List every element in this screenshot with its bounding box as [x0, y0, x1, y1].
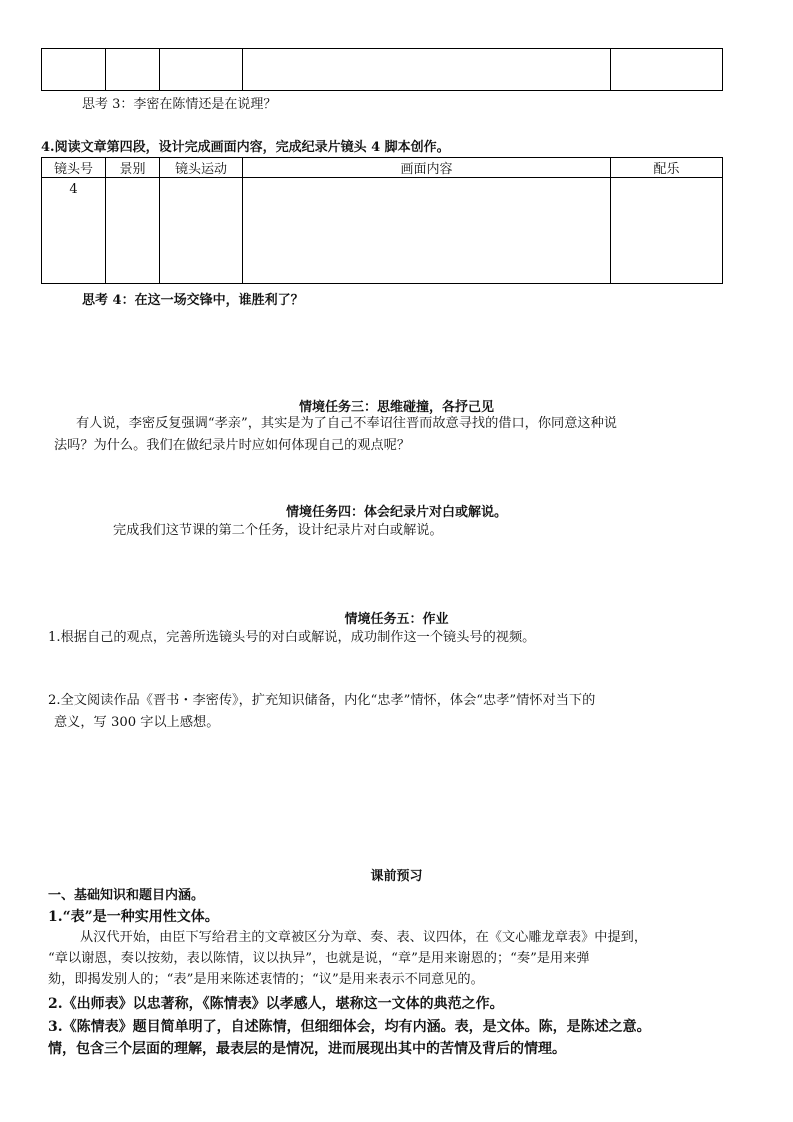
preview-point-2: 2.《出师表》以忠著称，《陈情表》以孝感人，堪称这一文体的典范之作。 [48, 996, 504, 1012]
think-4: 思考 4：在这一场交锋中，谁胜利了？ [82, 293, 304, 308]
task-5-item-1: 1.根据自己的观点，完善所选镜头号的对白或解说，成功制作这一个镜头号的视频。 [48, 630, 536, 645]
table-cell [160, 49, 243, 91]
table-cell [611, 178, 723, 284]
table-cell [106, 49, 160, 91]
task-5-item-2-line-2: 意义，写 300 字以上感想。 [54, 715, 220, 730]
task-3-title: 情境任务三：思维碰撞，各抒己见 [298, 400, 494, 415]
table-cell [42, 49, 106, 91]
preview-paragraph-line-3: 劾，即揭发别人的；“表”是用来陈述衷情的；“议”是用来表示不同意见的。 [48, 972, 484, 987]
task-3-line-2: 法吗？为什么。我们在做纪录片时应如何体现自己的观点呢？ [54, 438, 411, 453]
task-5-title: 情境任务五：作业 [344, 612, 449, 627]
table-header-row [42, 158, 723, 178]
question-4-heading: 4.阅读文章第四段，设计完成画面内容，完成纪录片镜头 4 脚本创作。 [41, 140, 450, 155]
preview-point-3-line-2: 情，包含三个层面的理解，最表层的是情况，进而展现出其中的苦情及背后的情理。 [48, 1041, 566, 1057]
shot-4-table [41, 157, 723, 284]
top-table-fragment [41, 48, 723, 91]
preview-paragraph-line-2: “章以谢恩，奏以按劾，表以陈情，议以执异”，也就是说，“章”是用来谢恩的；“奏”是用来弹 [48, 951, 590, 966]
table-row [42, 49, 723, 91]
header-camera-movement: 镜头运动 [160, 158, 243, 178]
task-4-line-1: 完成我们这节课的第二个任务，设计纪录片对白或解说。 [113, 523, 443, 538]
preview-section-1: 一、基础知识和题目内涵。 [48, 888, 205, 903]
think-3: 思考 3：李密在陈情还是在说理？ [82, 97, 277, 112]
task-3-line-1: 有人说，李密反复强调“孝亲”，其实是为了自己不奉诏往晋而故意寻找的借口，你同意这种说 [76, 416, 617, 431]
task-5-item-2-line-1: 2.全文阅读作品《晋书・李密传》，扩充知识储备，内化“忠孝”情怀，体会“忠孝”情怀对当下的 [48, 693, 596, 708]
table-cell [243, 178, 611, 284]
table-cell [611, 49, 723, 91]
preview-title: 课前预习 [370, 869, 423, 884]
shot-number-cell: 4 [42, 178, 106, 284]
task-4-title: 情境任务四：体会纪录片对白或解说。 [285, 505, 507, 520]
preview-point-1: 1.“表”是一种实用性文体。 [48, 909, 219, 925]
table-cell [243, 49, 611, 91]
table-cell [106, 178, 160, 284]
header-shot-size: 景别 [106, 158, 160, 178]
header-scene-content: 画面内容 [243, 158, 611, 178]
header-shot-number: 镜头号 [42, 158, 106, 178]
preview-paragraph-line-1: 从汉代开始，由臣下写给君主的文章被区分为章、奏、表、议四体，在《文心雕龙章表》中提到， [80, 930, 648, 945]
preview-point-3-line-1: 3.《陈情表》题目简单明了，自述陈情，但细细体会，均有内涵。表，是文体。陈，是陈述之意。 [48, 1019, 651, 1035]
header-music: 配乐 [611, 158, 723, 178]
table-cell [160, 178, 243, 284]
table-row [42, 178, 723, 284]
